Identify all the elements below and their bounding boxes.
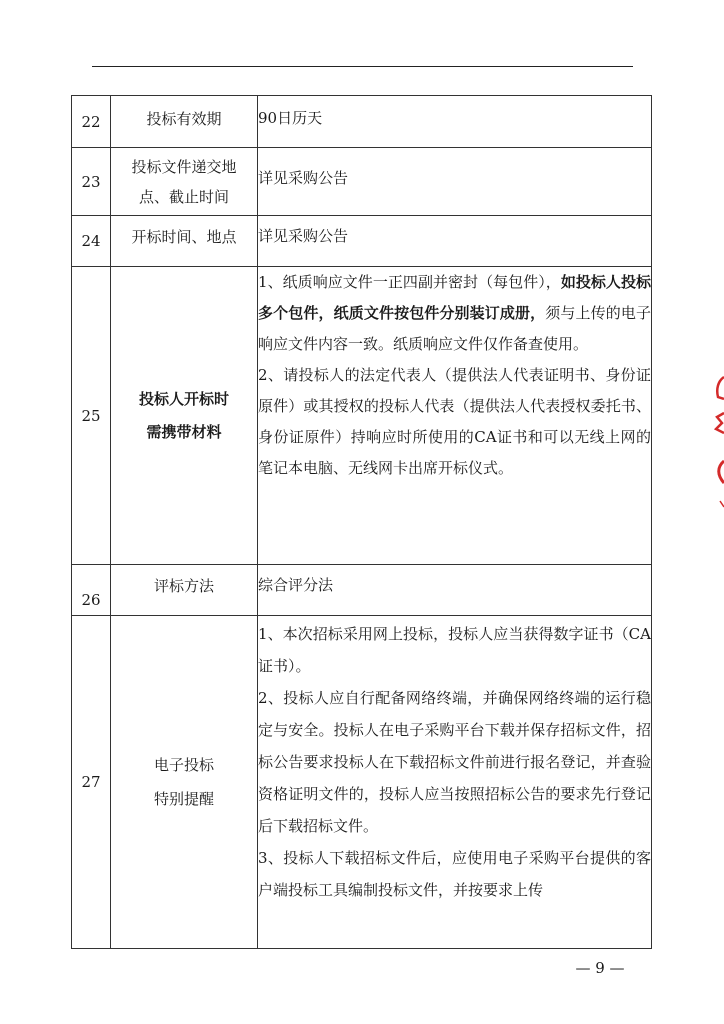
- seal-stamp-edge-icon: [714, 375, 724, 515]
- content-paragraph: 1、纸质响应文件一正四副并密封（每包件），如投标人投标多个包件，纸质文件按包件分别装订成册，须与上传的电子响应文件内容一致。纸质响应文件仅作备查使用。: [258, 273, 651, 353]
- row-content: 90日历天: [258, 96, 652, 148]
- row-content: [258, 616, 652, 949]
- content-paragraph: 2、请投标人的法定代表人（提供法人代表证明书、身份证原件）或其授权的投标人代表（提供法人代表授权委托书、身份证原件）持响应时所使用的CA证书和可以无线上网的笔记本电脑、无线网卡出席开标仪式。: [258, 366, 651, 477]
- row-content: [258, 267, 652, 565]
- header-rule: [92, 66, 633, 67]
- row-item: 投标文件递交地 点、截止时间: [111, 148, 258, 216]
- row-number: 24: [72, 216, 111, 267]
- table-row: [72, 148, 652, 216]
- content-paragraph: 1、本次招标采用网上投标，投标人应当获得数字证书（CA证书）。: [258, 625, 651, 675]
- row-number: 27: [72, 616, 111, 949]
- row-content: 详见采购公告: [258, 148, 652, 216]
- table-row: [72, 216, 652, 267]
- row-item: 评标方法: [111, 565, 258, 616]
- row-number: 25: [72, 267, 111, 565]
- row-item: 投标有效期: [111, 96, 258, 148]
- content-paragraph: 2、投标人应自行配备网络终端，并确保网络终端的运行稳定与安全。投标人在电子采购平台下载并保存招标文件，招标公告要求投标人在下载招标文件前进行报名登记，并查验资格证明文件的，投标人应当按照招标公告的要求先行登记后下载招标文件。: [258, 689, 651, 835]
- content-clip: [258, 618, 651, 948]
- row-item: 开标时间、地点: [111, 216, 258, 267]
- page-number: — 9 —: [575, 959, 625, 977]
- table-row: [72, 267, 652, 565]
- row-number: 23: [72, 148, 111, 216]
- table-row: [72, 616, 652, 949]
- row-number: 26: [72, 565, 111, 616]
- table-row: [72, 565, 652, 616]
- row-item: 投标人开标时 需携带材料: [111, 267, 258, 565]
- table-row: [72, 96, 652, 148]
- row-content: 综合评分法: [258, 565, 652, 616]
- row-content: 详见采购公告: [258, 216, 652, 267]
- content-paragraph: 3、投标人下载招标文件后，应使用电子采购平台提供的客户端投标工具编制投标文件，并按要求上传: [258, 849, 651, 899]
- requirements-table: [71, 95, 652, 949]
- row-item: 电子投标 特别提醒: [111, 616, 258, 949]
- row-number: 22: [72, 96, 111, 148]
